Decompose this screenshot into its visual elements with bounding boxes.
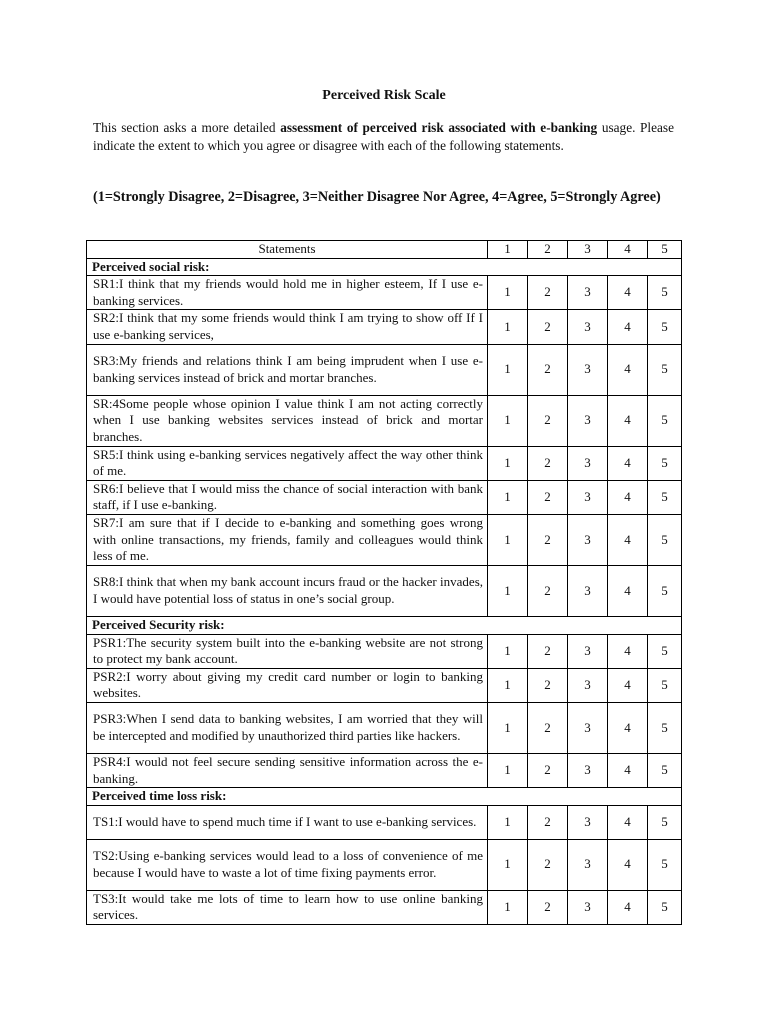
rating-option-4[interactable]: 4	[608, 702, 648, 753]
rating-option-5[interactable]: 5	[648, 634, 682, 668]
rating-option-2[interactable]: 2	[528, 514, 568, 565]
rating-option-4[interactable]: 4	[608, 753, 648, 787]
rating-option-1[interactable]: 1	[488, 446, 528, 480]
rating-option-3[interactable]: 3	[568, 634, 608, 668]
rating-option-5[interactable]: 5	[648, 702, 682, 753]
statement-text: SR1:I think that my friends would hold me in higher esteem, If I use e-banking services.	[87, 276, 488, 310]
rating-option-2[interactable]: 2	[528, 310, 568, 344]
statement-row	[87, 668, 682, 702]
rating-option-5[interactable]: 5	[648, 446, 682, 480]
rating-option-3[interactable]: 3	[568, 276, 608, 310]
rating-option-1[interactable]: 1	[488, 514, 528, 565]
statement-row	[87, 276, 682, 310]
statement-row	[87, 890, 682, 924]
statement-row	[87, 565, 682, 616]
rating-option-1[interactable]: 1	[488, 805, 528, 839]
rating-option-2[interactable]: 2	[528, 668, 568, 702]
statement-text: SR7:I am sure that if I decide to e-banking and something goes wrong with online transactions, my friends, family and colleagues would think less of me.	[87, 514, 488, 565]
rating-option-1[interactable]: 1	[488, 344, 528, 395]
rating-option-1[interactable]: 1	[488, 890, 528, 924]
rating-option-2[interactable]: 2	[528, 753, 568, 787]
statement-text: SR3:My friends and relations think I am being imprudent when I use e-banking services instead of brick and mortar branches.	[87, 344, 488, 395]
statement-row	[87, 446, 682, 480]
rating-option-4[interactable]: 4	[608, 310, 648, 344]
rating-option-1[interactable]: 1	[488, 668, 528, 702]
statement-text: SR:4Some people whose opinion I value think I am not acting correctly when I use banking websites services instead of brick and mortar branches.	[87, 395, 488, 446]
rating-option-1[interactable]: 1	[488, 702, 528, 753]
rating-option-4[interactable]: 4	[608, 344, 648, 395]
rating-option-4[interactable]: 4	[608, 839, 648, 890]
rating-option-2[interactable]: 2	[528, 634, 568, 668]
rating-option-4[interactable]: 4	[608, 395, 648, 446]
rating-option-1[interactable]: 1	[488, 839, 528, 890]
rating-option-4[interactable]: 4	[608, 276, 648, 310]
header-option-3: 3	[568, 241, 608, 259]
section-heading: Perceived time loss risk:	[87, 788, 682, 806]
statement-text: PSR2:I worry about giving my credit card number or login to banking websites.	[87, 668, 488, 702]
rating-option-4[interactable]: 4	[608, 480, 648, 514]
statement-text: TS3:It would take me lots of time to learn how to use online banking services.	[87, 890, 488, 924]
rating-option-3[interactable]: 3	[568, 839, 608, 890]
statement-text: TS1:I would have to spend much time if I want to use e-banking services.	[87, 805, 488, 839]
section-header-row	[87, 616, 682, 634]
rating-option-2[interactable]: 2	[528, 276, 568, 310]
rating-option-4[interactable]: 4	[608, 634, 648, 668]
rating-option-3[interactable]: 3	[568, 668, 608, 702]
rating-option-1[interactable]: 1	[488, 276, 528, 310]
statement-text: PSR3:When I send data to banking websites, I am worried that they will be intercepted and modified by unauthorized third parties like hackers.	[87, 702, 488, 753]
rating-option-4[interactable]: 4	[608, 446, 648, 480]
statement-text: SR2:I think that my some friends would think I am trying to show off If I use e-banking services,	[87, 310, 488, 344]
rating-option-5[interactable]: 5	[648, 805, 682, 839]
statement-row	[87, 805, 682, 839]
rating-option-3[interactable]: 3	[568, 480, 608, 514]
rating-option-2[interactable]: 2	[528, 344, 568, 395]
statement-text: PSR1:The security system built into the e-banking website are not strong to protect my bank account.	[87, 634, 488, 668]
rating-option-3[interactable]: 3	[568, 344, 608, 395]
intro-text-bold: assessment of perceived risk associated with e-banking	[280, 120, 598, 135]
rating-option-4[interactable]: 4	[608, 514, 648, 565]
rating-option-5[interactable]: 5	[648, 753, 682, 787]
rating-option-5[interactable]: 5	[648, 514, 682, 565]
rating-option-5[interactable]: 5	[648, 276, 682, 310]
survey-table-body	[87, 241, 682, 925]
rating-option-4[interactable]: 4	[608, 565, 648, 616]
rating-option-3[interactable]: 3	[568, 514, 608, 565]
section-heading: Perceived social risk:	[87, 258, 682, 276]
rating-option-2[interactable]: 2	[528, 702, 568, 753]
rating-option-3[interactable]: 3	[568, 446, 608, 480]
header-statements: Statements	[87, 241, 488, 259]
rating-option-3[interactable]: 3	[568, 753, 608, 787]
statement-row	[87, 514, 682, 565]
rating-option-2[interactable]: 2	[528, 480, 568, 514]
header-option-5: 5	[648, 241, 682, 259]
header-option-1: 1	[488, 241, 528, 259]
statement-row	[87, 480, 682, 514]
rating-option-2[interactable]: 2	[528, 805, 568, 839]
rating-option-5[interactable]: 5	[648, 565, 682, 616]
intro-text-end: usage. Please indicate the extent to which you agree or disagree with each of the following statements.	[93, 120, 674, 153]
statement-row	[87, 702, 682, 753]
rating-option-3[interactable]: 3	[568, 310, 608, 344]
rating-option-4[interactable]: 4	[608, 805, 648, 839]
rating-option-5[interactable]: 5	[648, 395, 682, 446]
statement-text: PSR4:I would not feel secure sending sensitive information across the e-banking.	[87, 753, 488, 787]
rating-option-4[interactable]: 4	[608, 668, 648, 702]
rating-option-1[interactable]: 1	[488, 634, 528, 668]
header-option-2: 2	[528, 241, 568, 259]
rating-option-2[interactable]: 2	[528, 446, 568, 480]
statement-text: SR5:I think using e-banking services negatively affect the way other think of me.	[87, 446, 488, 480]
rating-option-5[interactable]: 5	[648, 344, 682, 395]
rating-option-5[interactable]: 5	[648, 310, 682, 344]
survey-table	[86, 240, 682, 925]
statement-row	[87, 634, 682, 668]
section-heading: Perceived Security risk:	[87, 616, 682, 634]
rating-option-1[interactable]: 1	[488, 395, 528, 446]
rating-option-3[interactable]: 3	[568, 702, 608, 753]
rating-option-5[interactable]: 5	[648, 839, 682, 890]
intro-text-start: This section asks a more detailed	[93, 120, 281, 135]
intro-paragraph	[93, 119, 674, 155]
rating-option-5[interactable]: 5	[648, 890, 682, 924]
rating-option-3[interactable]: 3	[568, 565, 608, 616]
rating-option-2[interactable]: 2	[528, 565, 568, 616]
statement-row	[87, 310, 682, 344]
statement-row	[87, 753, 682, 787]
section-header-row	[87, 258, 682, 276]
statement-row	[87, 344, 682, 395]
rating-option-5[interactable]: 5	[648, 480, 682, 514]
section-header-row	[87, 788, 682, 806]
table-header-row	[87, 241, 682, 259]
rating-option-2[interactable]: 2	[528, 890, 568, 924]
rating-option-4[interactable]: 4	[608, 890, 648, 924]
statement-row	[87, 395, 682, 446]
rating-option-1[interactable]: 1	[488, 480, 528, 514]
page-title: Perceived Risk Scale	[322, 88, 446, 103]
statement-text: SR6:I believe that I would miss the chance of social interaction with bank staff, if I use e-banking.	[87, 480, 488, 514]
rating-option-3[interactable]: 3	[568, 805, 608, 839]
rating-option-3[interactable]: 3	[568, 890, 608, 924]
rating-option-2[interactable]: 2	[528, 395, 568, 446]
statement-text: TS2:Using e-banking services would lead to a loss of convenience of me because I would have to waste a lot of time fixing payments error.	[87, 839, 488, 890]
rating-option-5[interactable]: 5	[648, 668, 682, 702]
rating-option-1[interactable]: 1	[488, 565, 528, 616]
statement-text: SR8:I think that when my bank account incurs fraud or the hacker invades, I would have potential loss of status in one’s social group.	[87, 565, 488, 616]
statement-row	[87, 839, 682, 890]
rating-option-1[interactable]: 1	[488, 310, 528, 344]
rating-option-2[interactable]: 2	[528, 839, 568, 890]
rating-option-3[interactable]: 3	[568, 395, 608, 446]
header-option-4: 4	[608, 241, 648, 259]
scale-legend: (1=Strongly Disagree, 2=Disagree, 3=Neither Disagree Nor Agree, 4=Agree, 5=Strongly Agree)	[93, 189, 661, 205]
rating-option-1[interactable]: 1	[488, 753, 528, 787]
